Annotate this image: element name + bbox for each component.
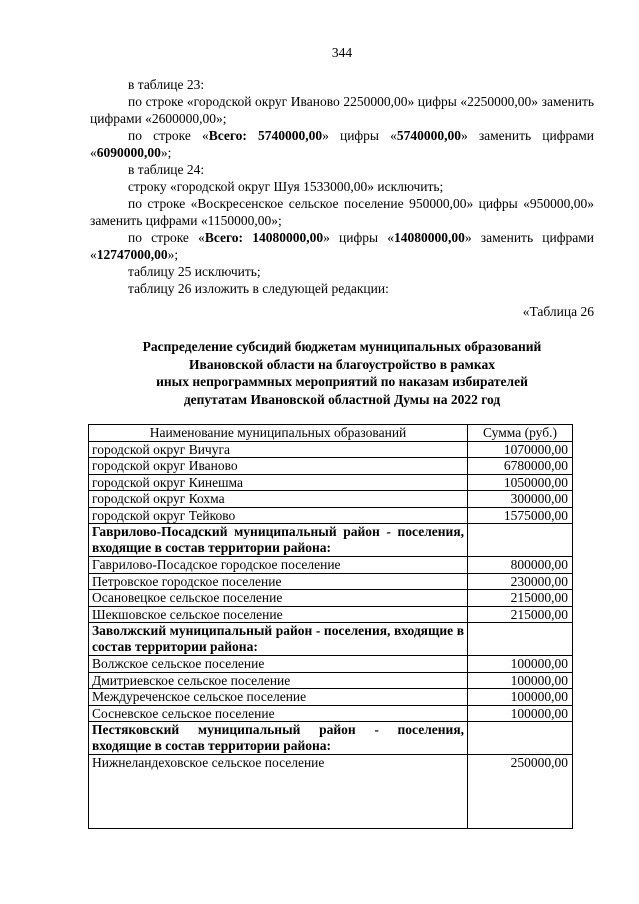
table-title: Распределение субсидий бюджетам муниципальных образований Ивановской области на благоустройство в рамках иных непрограммных мероприятий по наказам избирателей депутатам Ивановской областной Думы на 2022 год	[142, 339, 542, 407]
table-row	[89, 441, 573, 458]
table-row	[89, 557, 573, 574]
table-row	[89, 590, 573, 607]
paragraph-table-26: таблицу 26 изложить в следующей редакции:	[128, 281, 389, 296]
subsidy-amount: 300000,00	[468, 491, 573, 508]
paragraph-shuya-row: строку «городской округ Шуя 1533000,00» исключить;	[128, 179, 444, 194]
table-reference: «Таблица 26	[522, 304, 594, 319]
municipality-name: городской округ Иваново	[89, 458, 468, 475]
municipality-name: Междуреченское сельское поселение	[89, 689, 468, 706]
municipality-name: городской округ Вичуга	[89, 441, 468, 458]
column-header-name: Наименование муниципальных образований	[89, 425, 468, 442]
paragraph-total-24: по строке «Всего: 14080000,00» цифры «14080000,00» заменить цифрами «12747000,00»;	[90, 230, 594, 262]
subsidy-amount: 100000,00	[468, 689, 573, 706]
municipality-name: Гаврилово-Посадское городское поселение	[89, 557, 468, 574]
municipality-name: городской округ Тейково	[89, 507, 468, 524]
table-row	[89, 573, 573, 590]
table-header-row	[89, 425, 573, 442]
table-row	[89, 606, 573, 623]
subsidy-amount: 215000,00	[468, 606, 573, 623]
subsidy-amount: 215000,00	[468, 590, 573, 607]
subsidy-amount	[468, 623, 573, 656]
table-row	[89, 689, 573, 706]
paragraph-voskresenskoe-row: по строке «Воскресенское сельское поселение 950000,00» цифры «950000,00» заменить цифрами «1150000,00»;	[90, 196, 594, 228]
paragraph-ivanovo-row: по строке «городской округ Иваново 2250000,00» цифры «2250000,00» заменить цифрами «2600000,00»;	[90, 94, 594, 126]
column-header-sum: Сумма (руб.)	[468, 425, 573, 442]
table-row	[89, 705, 573, 722]
table-row	[89, 672, 573, 689]
table-row	[89, 755, 573, 829]
table-group-row	[89, 722, 573, 755]
paragraph-table-23: в таблице 23:	[128, 77, 205, 92]
page-number: 344	[331, 45, 353, 60]
subsidy-amount: 250000,00	[468, 755, 573, 829]
subsidy-amount: 1050000,00	[468, 474, 573, 491]
table-group-row	[89, 524, 573, 557]
municipality-name: Волжское сельское поселение	[89, 656, 468, 673]
table-row	[89, 656, 573, 673]
paragraph-total-23: по строке «Всего: 5740000,00» цифры «5740000,00» заменить цифрами «6090000,00»;	[90, 128, 594, 160]
municipality-name: Дмитриевское сельское поселение	[89, 672, 468, 689]
municipality-name: городской округ Кохма	[89, 491, 468, 508]
municipality-name: Сосневское сельское поселение	[89, 705, 468, 722]
subsidy-amount: 100000,00	[468, 672, 573, 689]
municipality-name: Петровское городское поселение	[89, 573, 468, 590]
subsidy-amount: 100000,00	[468, 705, 573, 722]
paragraph-table-25: таблицу 25 исключить;	[128, 264, 261, 279]
municipality-name: городской округ Кинешма	[89, 474, 468, 491]
table-row	[89, 491, 573, 508]
municipality-name: Заволжский муниципальный район - поселения, входящие в состав территории района:	[89, 623, 468, 656]
municipality-name: Нижнеландеховское сельское поселение	[89, 755, 468, 829]
subsidy-amount: 100000,00	[468, 656, 573, 673]
municipality-name: Осановецкое сельское поселение	[89, 590, 468, 607]
subsidy-amount: 1575000,00	[468, 507, 573, 524]
table-group-row	[89, 623, 573, 656]
subsidy-amount: 1070000,00	[468, 441, 573, 458]
municipality-name: Пестяковский муниципальный район - поселения, входящие в состав территории района:	[89, 722, 468, 755]
table-row	[89, 507, 573, 524]
table-row	[89, 458, 573, 475]
subsidy-amount: 230000,00	[468, 573, 573, 590]
subsidy-amount	[468, 524, 573, 557]
municipality-name: Гаврилово-Посадский муниципальный район - поселения, входящие в состав территории района:	[89, 524, 468, 557]
subsidy-amount: 800000,00	[468, 557, 573, 574]
table-body	[89, 441, 573, 829]
paragraph-table-24: в таблице 24:	[128, 162, 205, 177]
municipality-name: Шекшовское сельское поселение	[89, 606, 468, 623]
amendment-text	[90, 76, 594, 320]
subsidy-amount	[468, 722, 573, 755]
subsidy-amount: 6780000,00	[468, 458, 573, 475]
table-row	[89, 474, 573, 491]
subsidy-table	[88, 424, 573, 829]
